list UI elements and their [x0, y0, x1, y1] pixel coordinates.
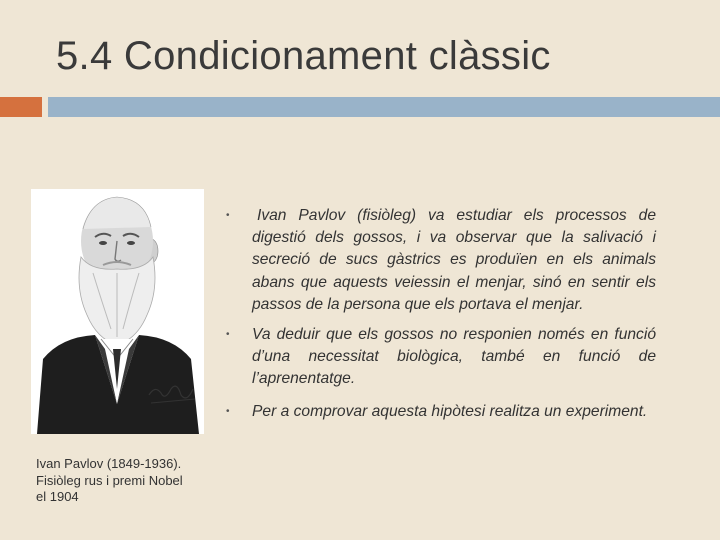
- bullet-marker: •: [226, 405, 230, 417]
- bullet-item: [226, 401, 656, 423]
- bullet-marker: •: [226, 329, 230, 341]
- bullet-text: Ivan Pavlov (fisiòleg) va estudiar els processos de digestió dels gossos, i va observar que la salivació i secreció de sucs gàstrics es produïen en els animals abans que aquests veiessin el menjar, sinó en sentir els passos de la persona que els portava el menjar.: [252, 207, 656, 313]
- bullet-item: [226, 205, 656, 316]
- slide-title: 5.4 Condicionament clàssic: [56, 34, 551, 78]
- bullet-text: Per a comprovar aquesta hipòtesi realitza un experiment.: [252, 402, 648, 420]
- bullet-item: [226, 324, 656, 391]
- accent-bar-orange: [0, 97, 42, 117]
- bullet-marker: •: [226, 210, 230, 221]
- portrait-caption: [36, 456, 206, 506]
- caption-line: Fisiòleg rus i premi Nobel: [36, 472, 183, 488]
- pavlov-portrait: [31, 189, 204, 434]
- bullet-list: [226, 205, 656, 423]
- caption-line: el 1904: [36, 489, 79, 504]
- bullet-text: Va deduir que els gossos no responien només en funció d’una necessitat biològica, també en funció de l’aprenentatge.: [252, 326, 656, 388]
- caption-line: Ivan Pavlov (1849-1936).: [36, 456, 182, 471]
- accent-bar-blue: [48, 97, 720, 117]
